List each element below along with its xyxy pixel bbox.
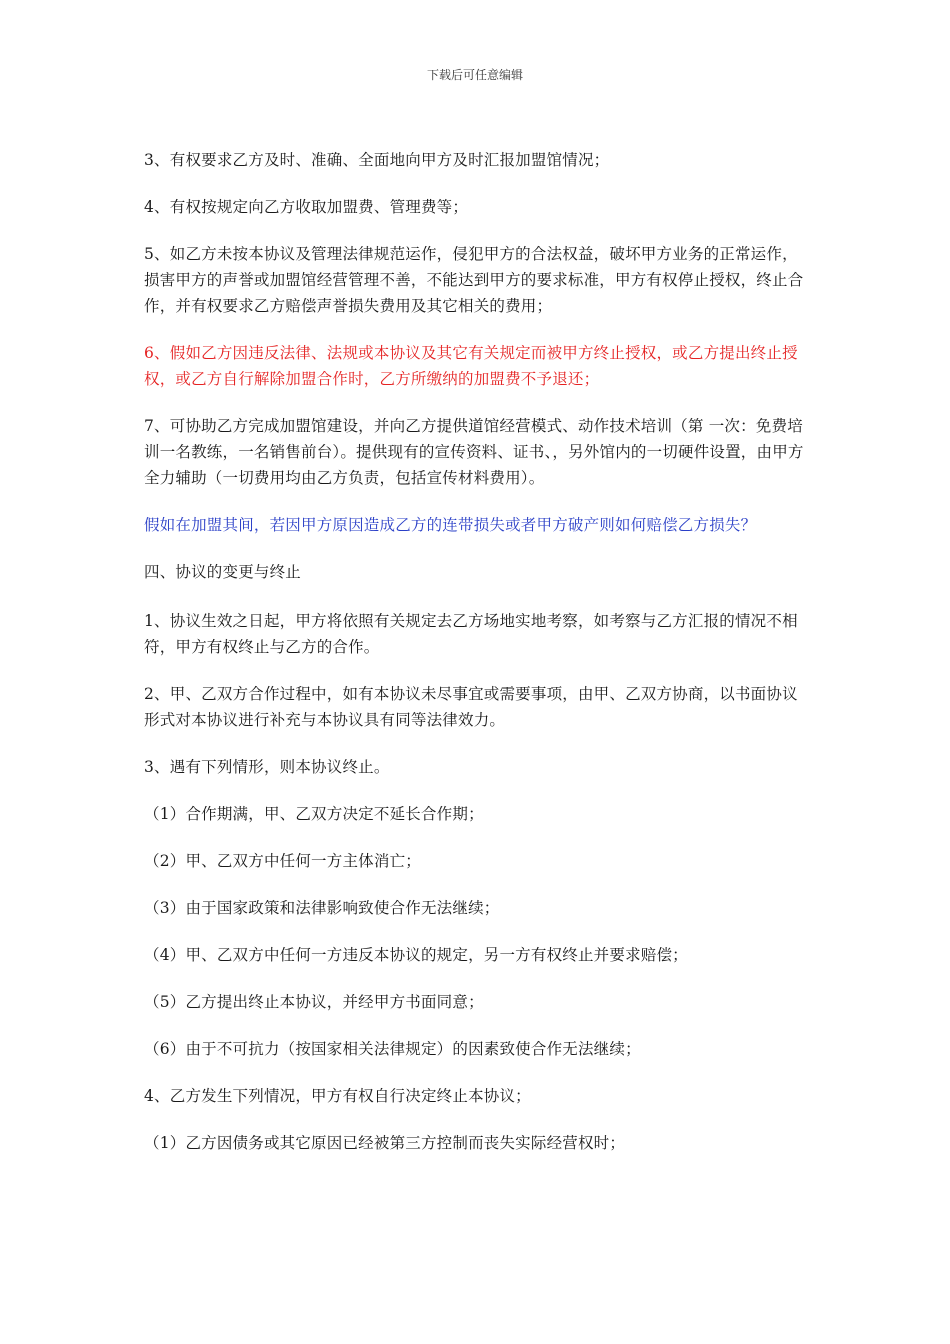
termination-clause-4: 4、乙方发生下列情况，甲方有权自行决定终止本协议； <box>144 1087 531 1105</box>
clause-3-report: 3、有权要求乙方及时、准确、全面地向甲方及时汇报加盟馆情况； <box>144 151 610 169</box>
termination-clause-2: 2、甲、乙双方合作过程中，如有本协议未尽事宜或需要事项，由甲、乙双方协商，以书面协议形式对本协议进行补充与本协议具有同等法律效力。 <box>144 685 798 729</box>
termination-clause-3: 3、遇有下列情形，则本协议终止。 <box>144 758 390 776</box>
page-header: 下载后可任意编辑 <box>426 68 523 82</box>
termination-clause-1: 1、协议生效之日起，甲方将依照有关规定去乙方场地实地考察，如考察与乙方汇报的情况不相符，甲方有权终止与乙方的合作。 <box>144 612 798 656</box>
termination-item-5: （5）乙方提出终止本协议，并经甲方书面同意； <box>144 993 484 1011</box>
termination-item-6: （6）由于不可抗力（按国家相关法律规定）的因素致使合作无法继续； <box>144 1040 641 1058</box>
termination-item-2: （2）甲、乙双方中任何一方主体消亡； <box>144 852 421 870</box>
clause-5-violation: 5、如乙方未按本协议及管理法律规范运作，侵犯甲方的合法权益，破坏甲方业务的正常运作，损害甲方的声誉或加盟馆经营管理不善，不能达到甲方的要求标准，甲方有权停止授权，终止合作，并有权要求乙方赔偿声誉损失费用及其它相关的费用； <box>144 245 804 315</box>
clause-4-fees: 4、有权按规定向乙方收取加盟费、管理费等； <box>144 198 469 216</box>
question-compensation: 假如在加盟其间，若因甲方原因造成乙方的连带损失或者甲方破产则如何赔偿乙方损失？ <box>144 516 757 534</box>
termination-item-1: （1）合作期满，甲、乙双方决定不延长合作期； <box>144 805 484 823</box>
clause-6-no-refund: 6、假如乙方因违反法律、法规或本协议及其它有关规定而被甲方终止授权，或乙方提出终止授权，或乙方自行解除加盟合作时，乙方所缴纳的加盟费不予退还； <box>144 344 798 388</box>
termination-item-4: （4）甲、乙双方中任何一方违反本协议的规定，另一方有权终止并要求赔偿； <box>144 946 688 964</box>
clause-7-assistance: 7、可协助乙方完成加盟馆建设，并向乙方提供道馆经营模式、动作技术培训（第 一次：免费培训一名教练，一名销售前台）。提供现有的宣传资料、证书、，另外馆内的一切硬件设置，由甲方全力辅助（一切费用均由乙方负责，包括宣传材料费用）。 <box>144 417 804 487</box>
termination-item-3: （3）由于国家政策和法律影响致使合作无法继续； <box>144 899 500 917</box>
document-body <box>144 147 808 1177</box>
section-heading-termination: 四、协议的变更与终止 <box>144 563 302 581</box>
termination-clause-4-item-1: （1）乙方因债务或其它原因已经被第三方控制而丧失实际经营权时； <box>144 1134 626 1152</box>
